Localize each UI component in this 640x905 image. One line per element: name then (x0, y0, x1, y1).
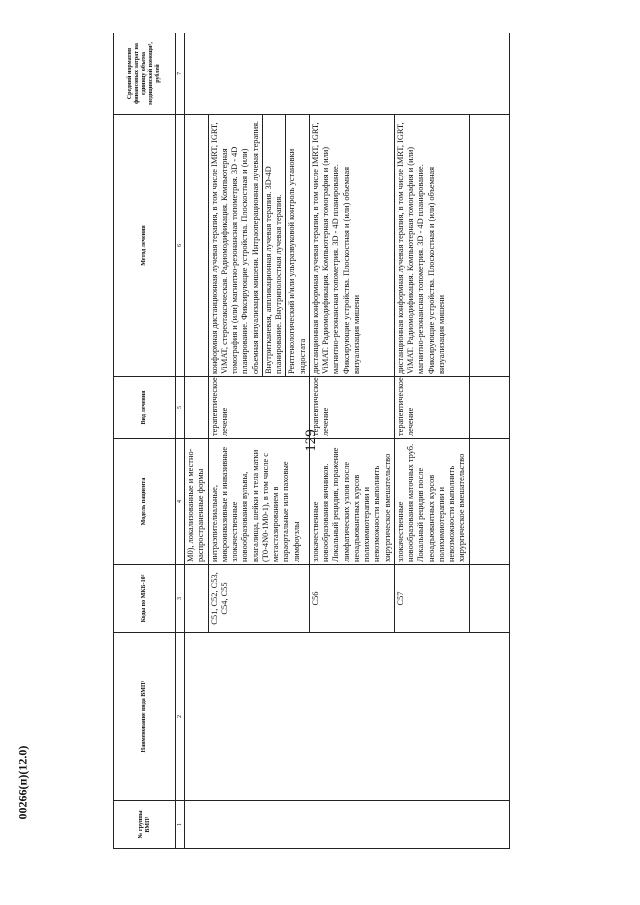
table-container (113, 33, 563, 849)
cell-cost (185, 33, 510, 115)
column-number: 5 (176, 377, 185, 439)
column-number: 4 (176, 439, 185, 565)
header-row (114, 33, 176, 849)
cell-codes (185, 565, 209, 633)
cell-model: злокачественные новообразования маточных труб. Локальный рецидив после неоадъювантных курсов полихимиотерапии и невозможности выполнить хирургическое вмешательство (394, 439, 469, 565)
cell-group-number (185, 801, 510, 849)
cell-treatment: терапевтическое лечение (208, 377, 309, 439)
column-number: 1 (176, 801, 185, 849)
header-cost-standard: Средний норматив финансовых затрат на единицу объема медицинской помощи³, рублей (114, 33, 176, 115)
cell-method (185, 115, 209, 377)
column-number: 6 (176, 115, 185, 377)
cell-method: Внутритканевая, аппликационная лучевая терапия. 3D-4D планирование. Внутриполостная лучевая терапия. (262, 115, 286, 377)
cell-model: М0), локализованные и местно-распространенные формы (185, 439, 209, 565)
rotated-sheet (113, 33, 563, 849)
cell-treatment: терапевтическое лечение (309, 377, 394, 439)
header-patient-model: Модель пациента (114, 439, 176, 565)
column-number: 7 (176, 33, 185, 115)
header-treatment-method: Метод лечения (114, 115, 176, 377)
page-number: 129 (302, 429, 319, 452)
cell-method: Рентгенологический и/или ультразвуковой контроль установки эндостата (286, 115, 310, 377)
cell-method: конформная дистанционная лучевая терапия, в том числе IMRT, IGRT, ViMAT, стереотаксическая. Радиомодификация. Компьютерная томография и (или) магнитно-резонансная топометрия. 3D - 4D планирование. Фиксирующие устройства. Плоскостная и (или) объемная визуализация мишени. Интраоперационная лучевая терапия. (208, 115, 262, 377)
cell-vmp-name (185, 633, 510, 801)
cell-method (469, 115, 509, 377)
header-icd-codes: Коды по МКБ-10² (114, 565, 176, 633)
cell-model (469, 439, 509, 565)
header-group-number: № группы ВМП¹ (114, 801, 176, 849)
cell-treatment (185, 377, 209, 439)
cell-model: интраэпителиальные, микроинвазивные и инвазивные злокачественные новообразования вульвы, влагалища, шейки и тела матки (T0-4N0-1M0-1), в том числе с метастазированием в параортальные или паховые лимфоузлы (208, 439, 309, 565)
column-number: 3 (176, 565, 185, 633)
cell-codes: C51, C52, C53, C54, C55 (208, 565, 309, 633)
cell-method: дистанционная конформная лучевая терапия, в том числе IMRT, IGRT, ViMAT. Радиомодификация. Компьютерная томография и (или) магнитно-резонансная топометрия. 3D - 4D планирование. Фиксирующие устройства. Плоскостная и (или) объемная визуализация мишени (309, 115, 394, 377)
cell-codes: C57 (394, 565, 469, 633)
cell-treatment: терапевтическое лечение (394, 377, 469, 439)
cell-treatment (469, 377, 509, 439)
header-treatment-type: Вид лечения (114, 377, 176, 439)
treatment-table (113, 33, 510, 849)
cell-model: злокачественные новообразования яичников. Локальный рецидив, поражение лимфатических узлов после неоадъювантных курсов полихимиотерапии и невозможности выполнить хирургическое вмешательство (309, 439, 394, 565)
column-number-row (176, 33, 185, 849)
cell-codes (469, 565, 509, 633)
table-row (185, 33, 209, 849)
cell-codes: C56 (309, 565, 394, 633)
cell-method: дистанционная конформная лучевая терапия, в том числе IMRT, IGRT, ViMAT. Радиомодификация. Компьютерная томография и (или) магнитно-резонансная топометрия. 3D - 4D планирование. Фиксирующие устройства. Плоскостная и (или) объемная визуализация мишени (394, 115, 469, 377)
column-number: 2 (176, 633, 185, 801)
document-code: 00266(п)(12.0) (15, 745, 30, 820)
header-vmp-name: Наименование вида ВМП¹ (114, 633, 176, 801)
